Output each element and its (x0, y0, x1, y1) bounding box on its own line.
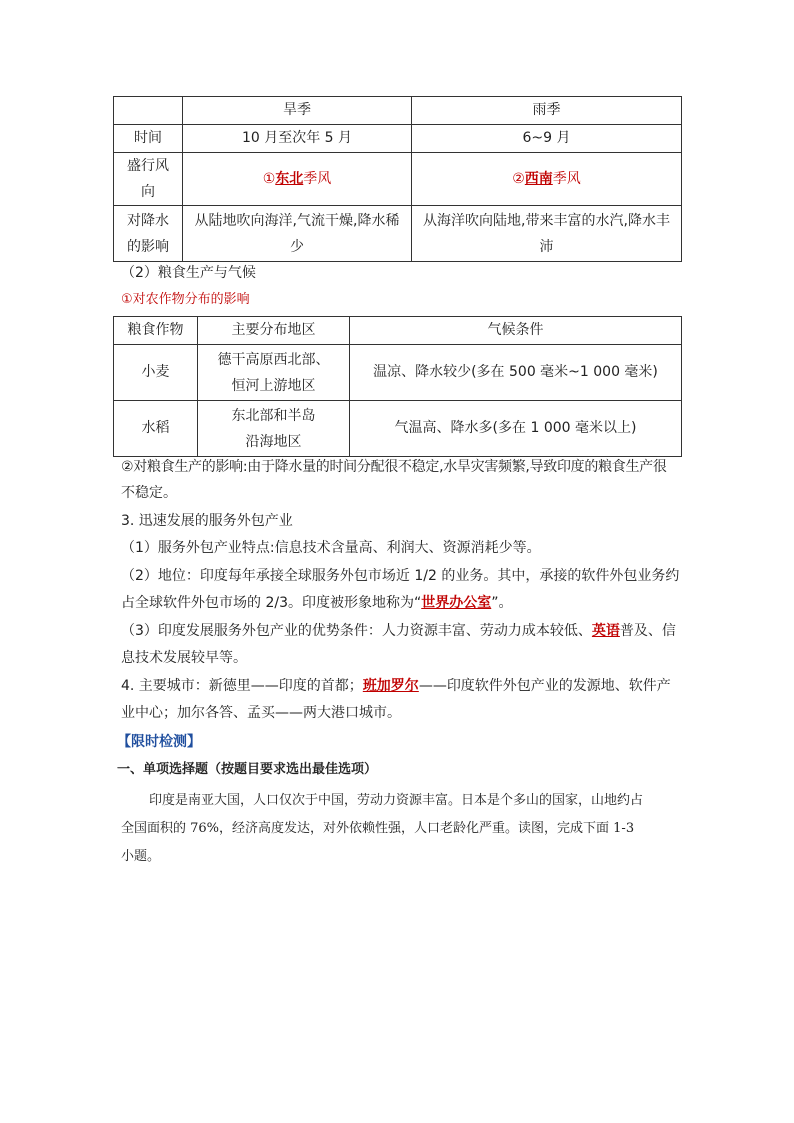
subheading: （2）粮食生产与气候 (121, 265, 256, 281)
keyword: 西南 (524, 170, 553, 187)
marker: ② (512, 170, 525, 187)
table-cell: 10 月至次年 5 月 (183, 125, 412, 153)
table-cell (412, 206, 682, 262)
cell-line: 的影响 (127, 238, 169, 255)
table-cell (114, 97, 183, 125)
cell-line: 从陆地吹向海洋,气流干燥,降水稀 (194, 212, 400, 229)
text-run: ——印度软件外包产业的发源地、软件产 (418, 678, 671, 694)
table-cell: 气温高、降水多(多在 1 000 毫米以上) (350, 401, 682, 457)
text-run: 占全球软件外包市场的 2/3。印度被形象地称为“ (121, 595, 422, 611)
paragraph-line (121, 590, 681, 617)
cell-line: 对降水 (127, 212, 169, 229)
table-row (114, 206, 682, 262)
table-cell: 温凉、降水较少(多在 500 毫米~1 000 毫米) (350, 345, 682, 401)
question-type-heading: 一、单项选择题（按题目要求选出最佳选项） (117, 762, 378, 777)
marker: 季风 (303, 170, 332, 187)
cell-line: 沿海地区 (245, 433, 302, 450)
subheading-red: ①对农作物分布的影响 (121, 292, 250, 307)
paragraph-line: 不稳定。 (121, 485, 177, 501)
table-cell: 雨季 (412, 97, 682, 125)
table-row (114, 125, 682, 153)
paragraph-line: ②对粮食生产的影响:由于降水量的时间分配很不稳定,水旱灾害频繁,导致印度的粮食生产很 (121, 459, 667, 475)
text-run: 普及、信 (619, 623, 676, 639)
text-run: （3）印度发展服务外包产业的优势条件：人力资源丰富、劳动力成本较低、 (121, 623, 592, 639)
table-cell: 旱季 (183, 97, 412, 125)
keyword: 英语 (591, 623, 620, 639)
paragraph-line: 3. 迅速发展的服务外包产业 (121, 513, 293, 529)
table-row (114, 97, 682, 125)
table-row (114, 401, 682, 457)
table-cell (183, 206, 412, 262)
table-cell (198, 401, 350, 457)
crop-table (113, 316, 682, 457)
marker: ① (262, 170, 276, 187)
section-heading: 【限时检测】 (117, 734, 201, 750)
cell-line: 沛 (539, 238, 554, 255)
question-line: 印度是南亚大国，人口仅次于中国，劳动力资源丰富。日本是个多山的国家，山地约占 (149, 793, 644, 808)
table-cell: 粮食作物 (114, 317, 198, 345)
cell-line: 向 (141, 184, 155, 200)
table-row (114, 345, 682, 401)
cell-line: 少 (290, 238, 304, 255)
cell-line: 从海洋吹向陆地,带来丰富的水汽,降水丰 (423, 212, 670, 229)
table-cell (412, 153, 682, 206)
table-cell: 小麦 (114, 345, 198, 401)
paragraph-line (121, 673, 681, 700)
table-row (114, 317, 682, 345)
table-cell: 时间 (114, 125, 183, 153)
table-cell: 主要分布地区 (198, 317, 350, 345)
text-run: ”。 (491, 595, 513, 611)
table-cell (114, 153, 183, 206)
paragraph-line: （2）地位：印度每年承接全球服务外包市场近 1/2 的业务。其中，承接的软件外包业务约 (121, 568, 680, 584)
paragraph-line: （1）服务外包产业特点:信息技术含量高、利润大、资源消耗少等。 (121, 540, 541, 556)
cell-line: 盛行风 (127, 158, 169, 174)
table-cell: 6~9 月 (412, 125, 682, 153)
keyword: 班加罗尔 (362, 678, 419, 694)
question-line: 小题。 (121, 849, 161, 864)
marker: 季风 (552, 170, 581, 187)
keyword: 世界办公室 (421, 595, 492, 611)
table-cell: 水稻 (114, 401, 198, 457)
cell-line: 恒河上游地区 (231, 377, 316, 394)
table-cell: 气候条件 (350, 317, 682, 345)
monsoon-table (113, 96, 682, 262)
keyword: 东北 (275, 170, 304, 187)
paragraph-line (121, 618, 681, 645)
table-cell (198, 345, 350, 401)
text-run: 4. 主要城市：新德里——印度的首都； (121, 678, 363, 694)
table-cell (114, 206, 183, 262)
table-row (114, 153, 682, 206)
cell-line: 东北部和半岛 (231, 407, 316, 424)
paragraph-line: 业中心；加尔各答、孟买——两大港口城市。 (121, 705, 401, 721)
question-line: 全国面积的 76%，经济高度发达，对外依赖性强，人口老龄化严重。读图，完成下面 1-3 (121, 821, 635, 836)
cell-line: 德干高原西北部、 (217, 351, 330, 368)
paragraph-line: 息技术发展较早等。 (121, 650, 247, 666)
table-cell (183, 153, 412, 206)
